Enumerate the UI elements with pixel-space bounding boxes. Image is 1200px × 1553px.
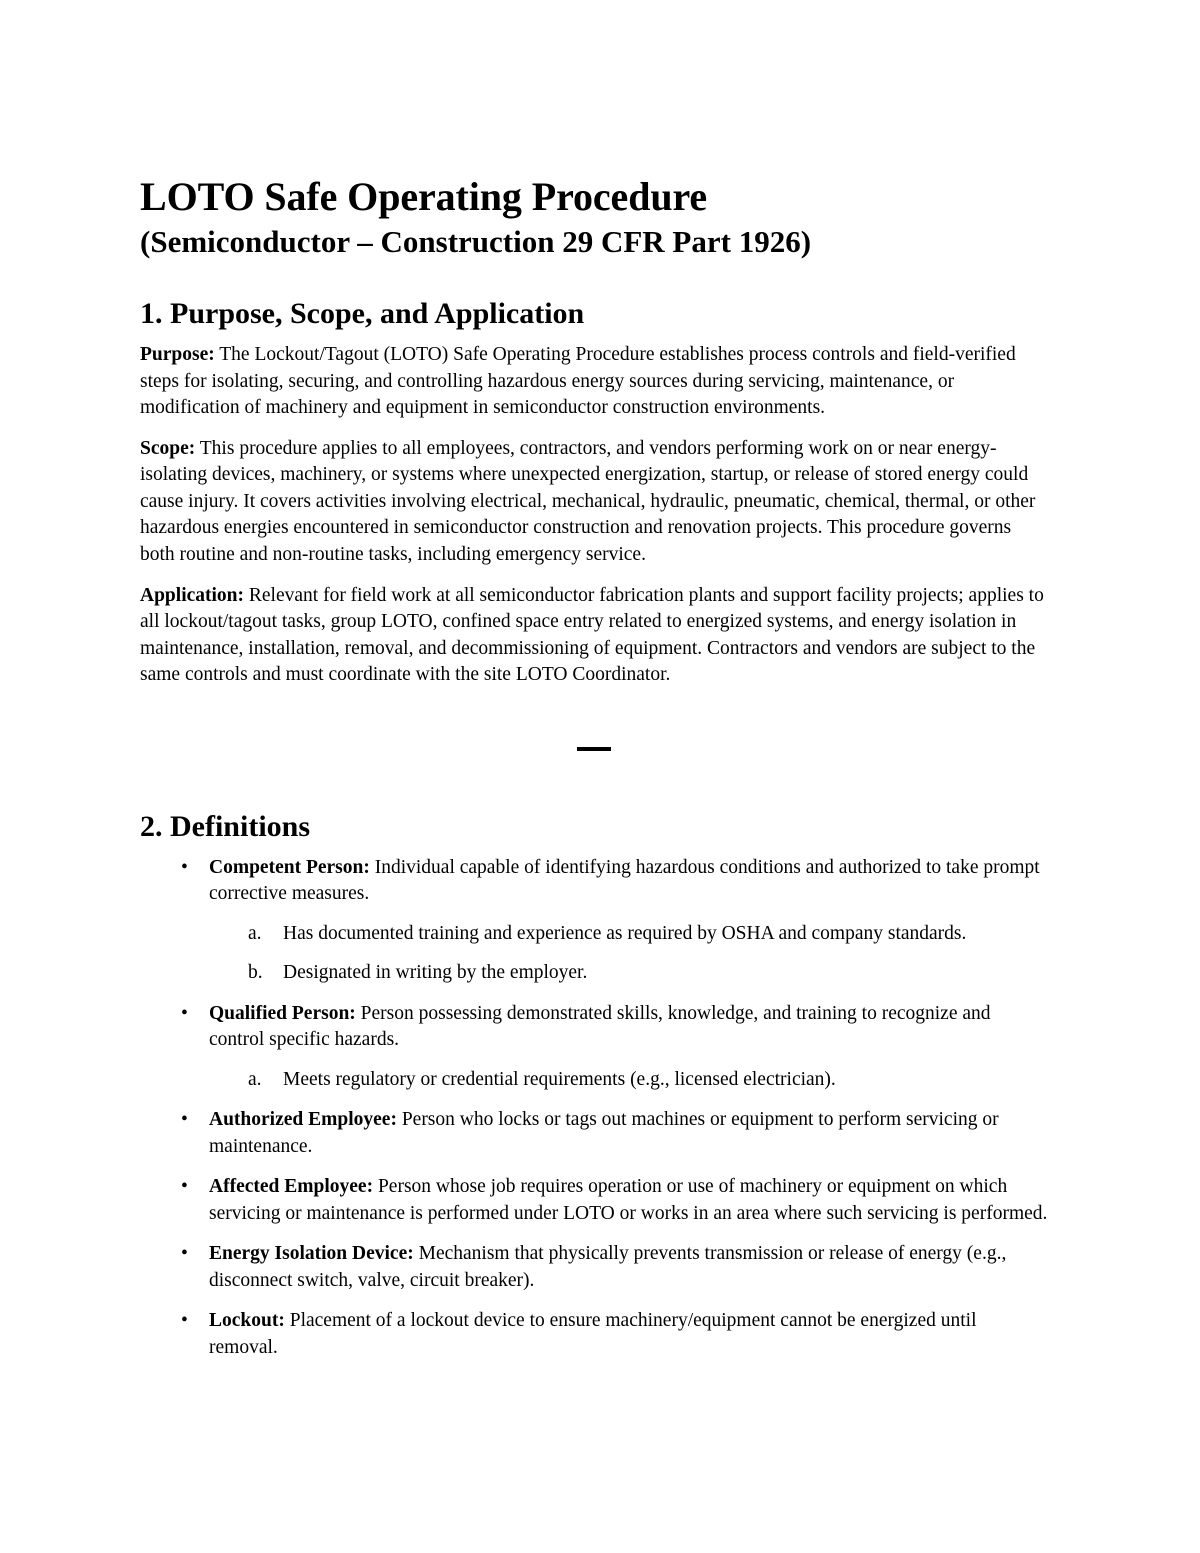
list-item xyxy=(140,1308,1048,1361)
sub-item-text: Meets regulatory or credential requirements (e.g., licensed electrician). xyxy=(283,1068,836,1090)
bullet-icon: • xyxy=(181,1176,188,1198)
definitions-list xyxy=(140,855,1048,1362)
list-item xyxy=(140,1241,1048,1294)
list-item xyxy=(140,1174,1048,1227)
document-content xyxy=(140,175,1048,1361)
sub-item-text: Designated in writing by the employer. xyxy=(283,962,588,984)
ordered-marker: a. xyxy=(248,922,262,944)
ordered-marker: b. xyxy=(248,962,263,984)
definition-sub-list xyxy=(209,1067,1048,1094)
paragraph-purpose xyxy=(140,342,1048,422)
horizontal-rule-divider xyxy=(577,747,611,751)
definition-text: Person who locks or tags out machines or equipment to perform servicing or maintenance. xyxy=(209,1109,999,1157)
bullet-icon: • xyxy=(181,856,188,878)
list-item xyxy=(209,960,1048,987)
bullet-icon: • xyxy=(181,1109,188,1131)
bullet-icon: • xyxy=(181,1310,188,1332)
definition-text: Person whose job requires operation or use of machinery or equipment on which servicing or maintenance is performed under LOTO or works in an area where such servicing is performed. xyxy=(209,1176,1048,1224)
paragraph-scope-text: This procedure applies to all employees, contractors, and vendors performing work on or near energy-isolating devices, machinery, or systems where unexpected energization, startup, or release of stored energy could cause injury. It covers activities involving electrical, mechanical, hydraulic, pneumatic, chemical, thermal, or other hazardous energies encountered in semiconductor construction and renovation projects. This procedure governs both routine and non-routine tasks, including emergency service. xyxy=(140,437,1036,565)
definition-term: Energy Isolation Device: xyxy=(209,1243,414,1265)
definition-term: Qualified Person: xyxy=(209,1002,356,1024)
list-item xyxy=(140,1001,1048,1094)
section-1-body xyxy=(140,342,1048,688)
paragraph-purpose-lead: Purpose: xyxy=(140,344,215,366)
definition-sub-list xyxy=(209,921,1048,987)
paragraph-application-lead: Application: xyxy=(140,584,245,606)
sub-item-text: Has documented training and experience as required by OSHA and company standards. xyxy=(283,922,967,944)
paragraph-application xyxy=(140,583,1048,689)
paragraph-application-text: Relevant for field work at all semiconductor fabrication plants and support facility projects; applies to all lockout/tagout tasks, group LOTO, confined space entry related to energized systems, and energy isolation in maintenance, installation, removal, and decommissioning of equipment. Contractors and vendors are subject to the same controls and must coordinate with the site LOTO Coordinator. xyxy=(140,584,1044,686)
definition-text: Mechanism that physically prevents transmission or release of energy (e.g., disconnect switch, valve, circuit breaker). xyxy=(209,1243,1007,1291)
section-separator-wrapper xyxy=(140,689,1048,809)
list-item xyxy=(140,1107,1048,1160)
definition-text: Individual capable of identifying hazardous conditions and authorized to take prompt corrective measures. xyxy=(209,856,1040,905)
document-subtitle: (Semiconductor – Construction 29 CFR Part 1926) xyxy=(140,223,812,259)
list-item xyxy=(209,1067,1048,1094)
definition-text: Placement of a lockout device to ensure machinery/equipment cannot be energized until removal. xyxy=(209,1310,977,1358)
definition-term: Authorized Employee: xyxy=(209,1109,397,1131)
bullet-icon: • xyxy=(181,1002,188,1024)
paragraph-purpose-text: The Lockout/Tagout (LOTO) Safe Operating Procedure establishes process controls and field-verified steps for isolating, securing, and controlling hazardous energy sources during servicing, maintenance, or modification of machinery and equipment in semiconductor construction environments. xyxy=(140,344,1016,419)
section-heading-purpose-scope-application: 1. Purpose, Scope, and Application xyxy=(140,297,585,331)
section-heading-definitions: 2. Definitions xyxy=(140,809,311,843)
paragraph-scope-lead: Scope: xyxy=(140,437,196,459)
list-item xyxy=(209,921,1048,948)
document-title: LOTO Safe Operating Procedure xyxy=(140,174,708,219)
bullet-icon: • xyxy=(181,1243,188,1265)
definition-text: Person possessing demonstrated skills, knowledge, and training to recognize and control specific hazards. xyxy=(209,1002,991,1051)
definition-term: Competent Person: xyxy=(209,856,370,878)
paragraph-scope xyxy=(140,436,1048,569)
list-item xyxy=(140,855,1048,987)
definition-term: Lockout: xyxy=(209,1310,285,1332)
definition-term: Affected Employee: xyxy=(209,1176,374,1198)
ordered-marker: a. xyxy=(248,1068,262,1090)
